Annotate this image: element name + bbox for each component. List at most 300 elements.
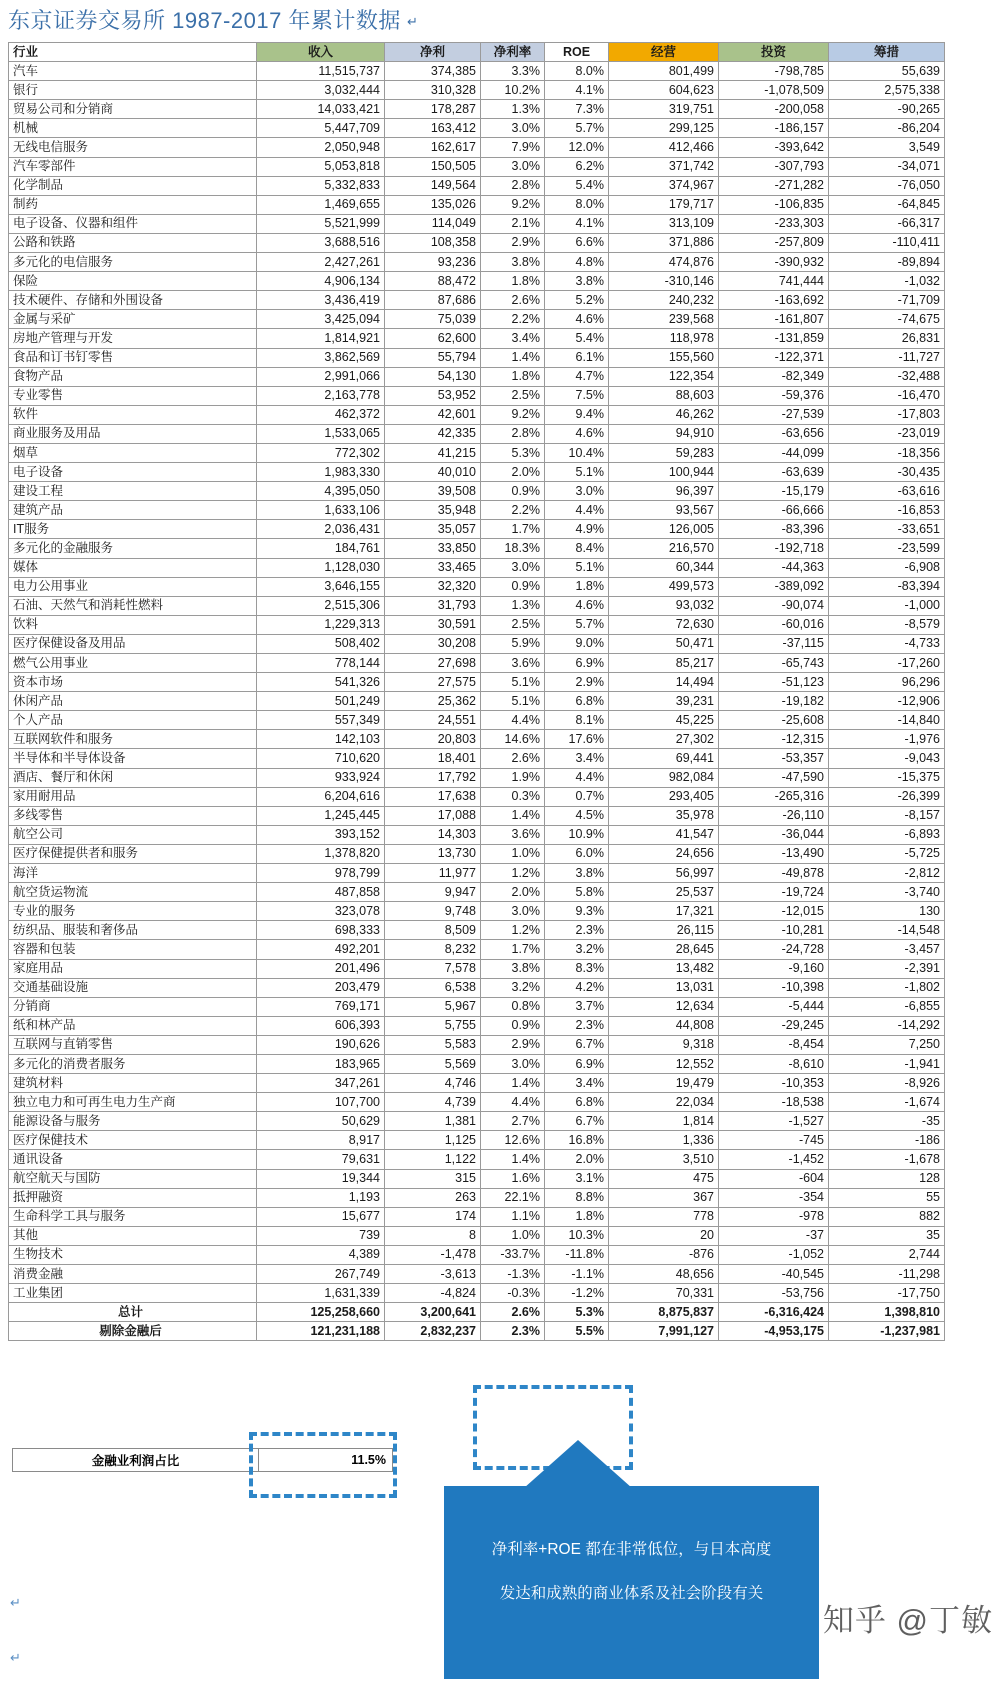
cell-value: 1,336 [609,1131,719,1150]
table-row [9,978,945,997]
cell-industry: 电力公用事业 [9,577,257,596]
cell-value: 3,646,155 [257,577,385,596]
cell-value: -82,349 [719,367,829,386]
cell-value: 14,494 [609,673,719,692]
cell-value: 32,320 [385,577,481,596]
cell-value: 739 [257,1226,385,1245]
cell-value: 4.6% [545,310,609,329]
cell-value: -44,099 [719,443,829,462]
cell-value: 7.3% [545,100,609,119]
cell-value: 5,332,833 [257,176,385,195]
cell-value: 2.9% [481,233,545,252]
cell-value: 162,617 [385,138,481,157]
cell-value: 31,793 [385,596,481,615]
cell-value: 16.8% [545,1131,609,1150]
cell-value: 2.3% [481,1322,545,1341]
cell-value: 2.6% [481,1303,545,1322]
table-row [9,367,945,386]
cell-value: 1.8% [545,577,609,596]
cell-value: 163,412 [385,119,481,138]
cell-value: 18.3% [481,539,545,558]
cell-value: 18,401 [385,749,481,768]
cell-value: 323,078 [257,902,385,921]
annotation-callout [444,1486,819,1679]
cell-industry: 食物产品 [9,367,257,386]
cell-value: 35,057 [385,520,481,539]
cell-value: 2.1% [481,214,545,233]
cell-value: 100,944 [609,463,719,482]
table-row [9,272,945,291]
cell-value: 142,103 [257,730,385,749]
cell-value: 319,751 [609,100,719,119]
cell-value: 3,032,444 [257,81,385,100]
cell-value: 27,302 [609,730,719,749]
cell-value: 347,261 [257,1074,385,1093]
cell-value: 1,814 [609,1112,719,1131]
cell-value: 698,333 [257,921,385,940]
cell-value: 70,331 [609,1284,719,1303]
cell-value: 2,036,431 [257,520,385,539]
cell-value: 8,875,837 [609,1303,719,1322]
cell-value: -186 [829,1131,945,1150]
cell-value: 3.6% [481,825,545,844]
cell-value: -1,527 [719,1112,829,1131]
cell-industry: 分销商 [9,997,257,1016]
cell-value: -12,015 [719,902,829,921]
cell-value: 2,575,338 [829,81,945,100]
cell-value: 1.6% [481,1169,545,1188]
cell-value: 4,906,134 [257,272,385,291]
cell-value: 2,832,237 [385,1322,481,1341]
table-row [9,443,945,462]
cell-value: 13,482 [609,959,719,978]
cell-value: 4.5% [545,806,609,825]
cell-value: -233,303 [719,214,829,233]
cell-value: 87,686 [385,291,481,310]
table-row [9,405,945,424]
table-header-row [9,43,945,62]
cell-value: 1.3% [481,596,545,615]
cell-value: 7,250 [829,1035,945,1054]
cell-value: -49,878 [719,864,829,883]
cell-value: 4,746 [385,1074,481,1093]
cell-value: -161,807 [719,310,829,329]
cell-value: 28,645 [609,940,719,959]
cell-value: 1.1% [481,1207,545,1226]
cell-industry: 通讯设备 [9,1150,257,1169]
table-row [9,1150,945,1169]
cell-value: 1,128,030 [257,558,385,577]
table-row [9,1284,945,1303]
cell-value: 9.2% [481,405,545,424]
table-row [9,654,945,673]
cell-value: 53,952 [385,386,481,405]
cell-industry: 银行 [9,81,257,100]
cell-value: -200,058 [719,100,829,119]
cell-value: 178,287 [385,100,481,119]
cell-value: 8 [385,1226,481,1245]
cell-value: -83,396 [719,520,829,539]
cell-value: 2,744 [829,1245,945,1264]
cell-value: 3,200,641 [385,1303,481,1322]
cell-value: -1,052 [719,1245,829,1264]
table-row [9,539,945,558]
table-row [9,386,945,405]
cell-value: -65,743 [719,654,829,673]
cell-value: 10.2% [481,81,545,100]
cell-industry: 能源设备与服务 [9,1112,257,1131]
cell-value: 1,229,313 [257,615,385,634]
cell-value: 1.4% [481,806,545,825]
cell-value: 3.4% [545,749,609,768]
cell-industry: 医疗保健提供者和服务 [9,844,257,863]
cell-value: 6.2% [545,157,609,176]
cell-value: -26,110 [719,806,829,825]
cell-value: 118,978 [609,329,719,348]
cell-value: 4.6% [545,596,609,615]
cell-value: 12.0% [545,138,609,157]
cell-industry: 生命科学工具与服务 [9,1207,257,1226]
cell-value: 1.8% [481,367,545,386]
cell-value: -192,718 [719,539,829,558]
table-row [9,577,945,596]
cell-value: 606,393 [257,1016,385,1035]
table-row [9,1054,945,1073]
cell-value: 4.4% [481,711,545,730]
cell-industry: 酒店、餐厅和休闲 [9,768,257,787]
cell-value: 508,402 [257,634,385,653]
cell-value: 5.5% [545,1322,609,1341]
cell-value: 499,573 [609,577,719,596]
cell-value: 8.0% [545,195,609,214]
cell-value: 26,115 [609,921,719,940]
table-row [9,1112,945,1131]
cell-industry: 专业零售 [9,386,257,405]
cell-value: -83,394 [829,577,945,596]
cell-value: 5.2% [545,291,609,310]
cell-value: -60,016 [719,615,829,634]
cell-value: 1.0% [481,844,545,863]
cell-value: 48,656 [609,1265,719,1284]
cell-value: 42,601 [385,405,481,424]
cell-value: 88,603 [609,386,719,405]
cell-industry: 技术硬件、存储和外围设备 [9,291,257,310]
cell-value: 2,427,261 [257,253,385,272]
table-row [9,214,945,233]
cell-value: 3,436,419 [257,291,385,310]
cell-value: 1,381 [385,1112,481,1131]
cell-value: 14,033,421 [257,100,385,119]
cell-value: -389,092 [719,577,829,596]
cell-value: 126,005 [609,520,719,539]
cell-value: 93,032 [609,596,719,615]
cell-value: 8.1% [545,711,609,730]
cell-value: 39,508 [385,482,481,501]
cell-value: 1.2% [481,921,545,940]
cell-value: 6.0% [545,844,609,863]
cell-value: -1,674 [829,1093,945,1112]
cell-value: 6.8% [545,692,609,711]
table-row [9,806,945,825]
cell-value: -876 [609,1245,719,1264]
cell-value: 1.7% [481,940,545,959]
cell-industry: 医疗保健设备及用品 [9,634,257,653]
cell-value: -1,078,509 [719,81,829,100]
cell-value: -6,855 [829,997,945,1016]
cell-value: 3.0% [481,558,545,577]
table-row [9,711,945,730]
table-row [9,615,945,634]
table-row [9,1074,945,1093]
cell-value: 50,471 [609,634,719,653]
cell-value: -33,651 [829,520,945,539]
table-row [9,100,945,119]
cell-value: 3.4% [545,1074,609,1093]
cell-value: 4,389 [257,1245,385,1264]
cell-value: 299,125 [609,119,719,138]
paragraph-mark-icon: ↵ [10,1595,21,1610]
cell-industry: 建筑产品 [9,501,257,520]
cell-value: -1,478 [385,1245,481,1264]
cell-value: -1,237,981 [829,1322,945,1341]
table-row [9,62,945,81]
callout-arrow-icon [524,1440,632,1488]
cell-value: 541,326 [257,673,385,692]
cell-value: 4.4% [545,501,609,520]
cell-industry: 医疗保健技术 [9,1131,257,1150]
cell-value: 3,862,569 [257,348,385,367]
cell-value: 1.0% [481,1226,545,1245]
cell-value: -307,793 [719,157,829,176]
cell-value: 5.3% [545,1303,609,1322]
cell-value: 0.9% [481,1016,545,1035]
cell-industry: 多元化的消费者服务 [9,1054,257,1073]
cell-value: 8,917 [257,1131,385,1150]
cell-value: 1,631,339 [257,1284,385,1303]
cell-value: -10,398 [719,978,829,997]
cell-value: 17,638 [385,787,481,806]
cell-value: -19,724 [719,883,829,902]
cell-value: 393,152 [257,825,385,844]
col-header-roe: ROE [545,43,609,62]
cell-value: 10.4% [545,443,609,462]
cell-value: 149,564 [385,176,481,195]
cell-value: 5.1% [545,558,609,577]
cell-value: -978 [719,1207,829,1226]
cell-industry: IT服务 [9,520,257,539]
table-row [9,864,945,883]
cell-value: -30,435 [829,463,945,482]
cell-value: 72,630 [609,615,719,634]
table-row [9,463,945,482]
cell-industry: 化学制品 [9,176,257,195]
table-row [9,921,945,940]
cell-value: -25,608 [719,711,829,730]
cell-value: 26,831 [829,329,945,348]
cell-value: 4.1% [545,81,609,100]
cell-value: 1.9% [481,768,545,787]
col-header-financing: 筹措 [829,43,945,62]
cell-value: 2.3% [545,921,609,940]
cell-value: 801,499 [609,62,719,81]
cell-industry: 金属与采矿 [9,310,257,329]
cell-value: -6,316,424 [719,1303,829,1322]
cell-value: -63,656 [719,424,829,443]
cell-value: -66,666 [719,501,829,520]
cell-value: 184,761 [257,539,385,558]
cell-value: -110,411 [829,233,945,252]
cell-value: -90,265 [829,100,945,119]
cell-industry: 烟草 [9,443,257,462]
cell-value: 3,549 [829,138,945,157]
industry-data-table [8,42,945,1341]
cell-value: -1.3% [481,1265,545,1284]
cell-value: -393,642 [719,138,829,157]
cell-value: 3.6% [481,654,545,673]
cell-value: 135,026 [385,195,481,214]
cell-value: 2,163,778 [257,386,385,405]
cell-value: 93,236 [385,253,481,272]
cell-industry: 海洋 [9,864,257,883]
cell-value: 8,509 [385,921,481,940]
cell-value: 2,991,066 [257,367,385,386]
cell-value: 982,084 [609,768,719,787]
cell-value: 0.7% [545,787,609,806]
cell-value: 557,349 [257,711,385,730]
cell-value: 1,814,921 [257,329,385,348]
cell-value: -35 [829,1112,945,1131]
cell-value: 122,354 [609,367,719,386]
cell-value: 5,053,818 [257,157,385,176]
cell-value: -4,733 [829,634,945,653]
table-row [9,520,945,539]
cell-value: 14.6% [481,730,545,749]
cell-value: 6,204,616 [257,787,385,806]
cell-industry: 工业集团 [9,1284,257,1303]
cell-value: 2.6% [481,749,545,768]
cell-value: 94,910 [609,424,719,443]
cell-value: 6,538 [385,978,481,997]
cell-value: 35 [829,1226,945,1245]
cell-value: 3,510 [609,1150,719,1169]
cell-value: 5,447,709 [257,119,385,138]
cell-value: -6,908 [829,558,945,577]
cell-value: 41,547 [609,825,719,844]
cell-value: 11,977 [385,864,481,883]
cell-value: 60,344 [609,558,719,577]
table-row [9,138,945,157]
table-body [9,62,945,1341]
table-row [9,825,945,844]
cell-value: 5,569 [385,1054,481,1073]
table-row [9,1131,945,1150]
cell-value: 3.8% [481,253,545,272]
cell-value: -18,356 [829,443,945,462]
cell-value: 69,441 [609,749,719,768]
cell-industry: 容器和包装 [9,940,257,959]
cell-value: 2.0% [481,463,545,482]
cell-value: 3.2% [481,978,545,997]
cell-value: 2.5% [481,615,545,634]
cell-value: -74,675 [829,310,945,329]
cell-value: 1,398,810 [829,1303,945,1322]
cell-value: 3.0% [545,482,609,501]
cell-value: 293,405 [609,787,719,806]
cell-value: 267,749 [257,1265,385,1284]
cell-value: 5,583 [385,1035,481,1054]
cell-industry: 总计 [9,1303,257,1322]
cell-value: -76,050 [829,176,945,195]
cell-value: -271,282 [719,176,829,195]
cell-industry: 生物技术 [9,1245,257,1264]
cell-value: -53,357 [719,749,829,768]
table-row [9,1093,945,1112]
table-row [9,634,945,653]
cell-value: 772,302 [257,443,385,462]
cell-value: 2.2% [481,501,545,520]
cell-value: -12,315 [719,730,829,749]
cell-value: 33,465 [385,558,481,577]
cell-value: 3.7% [545,997,609,1016]
cell-value: -24,728 [719,940,829,959]
cell-value: -37,115 [719,634,829,653]
table-row [9,997,945,1016]
table-row [9,348,945,367]
cell-value: 5,967 [385,997,481,1016]
finance-share-label: 金融业利润占比 [13,1449,259,1472]
cell-value: 8.4% [545,539,609,558]
table-row-total [9,1303,945,1322]
cell-value: 778 [609,1207,719,1226]
cell-industry: 制药 [9,195,257,214]
cell-value: 1,469,655 [257,195,385,214]
cell-value: 9,748 [385,902,481,921]
cell-value: -18,538 [719,1093,829,1112]
cell-value: -745 [719,1131,829,1150]
cell-value: 1.8% [545,1207,609,1226]
cell-value: -390,932 [719,253,829,272]
cell-value: -3,457 [829,940,945,959]
cell-value: 3,688,516 [257,233,385,252]
finance-share-table [12,1448,393,1472]
cell-value: -14,840 [829,711,945,730]
cell-value: 203,479 [257,978,385,997]
table-row [9,596,945,615]
cell-value: -11,298 [829,1265,945,1284]
cell-value: -11.8% [545,1245,609,1264]
cell-value: 15,677 [257,1207,385,1226]
cell-value: 310,328 [385,81,481,100]
cell-value: 183,965 [257,1054,385,1073]
cell-value: 778,144 [257,654,385,673]
cell-value: 2.7% [481,1112,545,1131]
cell-value: 46,262 [609,405,719,424]
table-row [9,233,945,252]
cell-industry: 抵押融资 [9,1188,257,1207]
cell-value: -604 [719,1169,829,1188]
cell-value: -4,824 [385,1284,481,1303]
table-row [9,1226,945,1245]
cell-value: 33,850 [385,539,481,558]
cell-value: -1,032 [829,272,945,291]
cell-value: -16,470 [829,386,945,405]
cell-value: -17,803 [829,405,945,424]
cell-industry: 汽车 [9,62,257,81]
table-row [9,195,945,214]
cell-value: 150,505 [385,157,481,176]
cell-value: 12,634 [609,997,719,1016]
cell-value: -131,859 [719,329,829,348]
